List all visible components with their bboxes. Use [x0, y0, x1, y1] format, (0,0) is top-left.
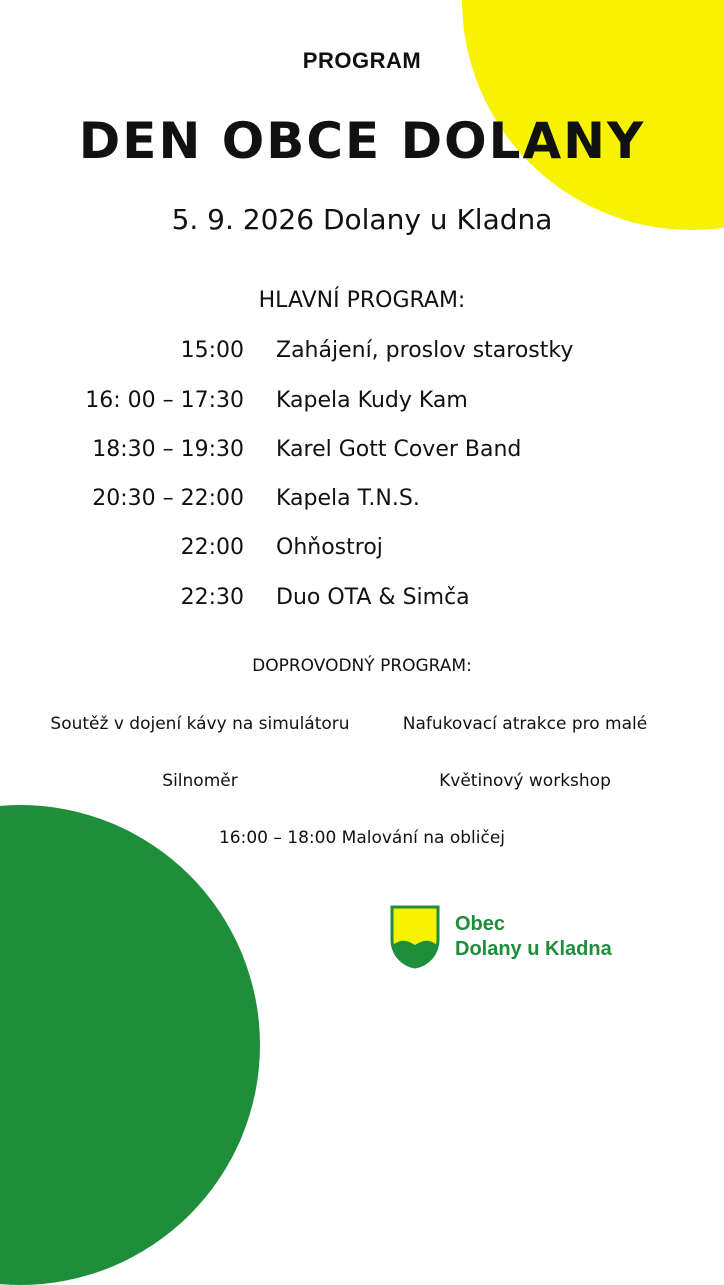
date-place: 5. 9. 2026 Dolany u Kladna — [171, 203, 553, 236]
schedule-event: Karel Gott Cover Band — [276, 437, 522, 462]
schedule-row — [0, 388, 724, 422]
schedule-event: Kapela T.N.S. — [276, 486, 420, 511]
municipality-logo-text — [455, 912, 612, 962]
schedule-event: Kapela Kudy Kam — [276, 388, 468, 413]
schedule-event: Duo OTA & Simča — [276, 585, 470, 610]
logo-line-1: Obec — [455, 913, 506, 935]
schedule-time: 15:00 — [180, 338, 244, 363]
main-program-heading: HLAVNÍ PROGRAM: — [258, 288, 466, 313]
schedule-row — [0, 338, 724, 372]
schedule-event: Zahájení, proslov starostky — [276, 338, 574, 363]
green-circle-decoration — [0, 805, 260, 1285]
schedule-time: 20:30 – 22:00 — [92, 486, 244, 511]
schedule-time: 22:00 — [180, 535, 244, 560]
side-program-heading: DOPROVODNÝ PROGRAM: — [252, 656, 472, 676]
logo-line-2: Dolany u Kladna — [455, 938, 612, 960]
coat-of-arms-icon — [390, 905, 440, 973]
schedule-row — [0, 486, 724, 520]
schedule-time: 22:30 — [180, 585, 244, 610]
page-title: DEN OBCE DOLANY — [78, 112, 646, 170]
program-kicker: PROGRAM — [302, 48, 422, 73]
schedule-row — [0, 535, 724, 569]
schedule-event: Ohňostroj — [276, 535, 383, 560]
side-program-item: Květinový workshop — [439, 771, 611, 791]
side-program-item: Silnoměr — [162, 771, 238, 791]
side-program-item: 16:00 – 18:00 Malování na obličej — [218, 828, 506, 848]
schedule-time: 16: 00 – 17:30 — [85, 388, 244, 413]
side-program-item: Soutěž v dojení kávy na simulátoru — [50, 714, 350, 734]
side-program-item: Nafukovací atrakce pro malé — [402, 714, 648, 734]
schedule-time: 18:30 – 19:30 — [92, 437, 244, 462]
schedule-row — [0, 585, 724, 619]
schedule-row — [0, 437, 724, 471]
